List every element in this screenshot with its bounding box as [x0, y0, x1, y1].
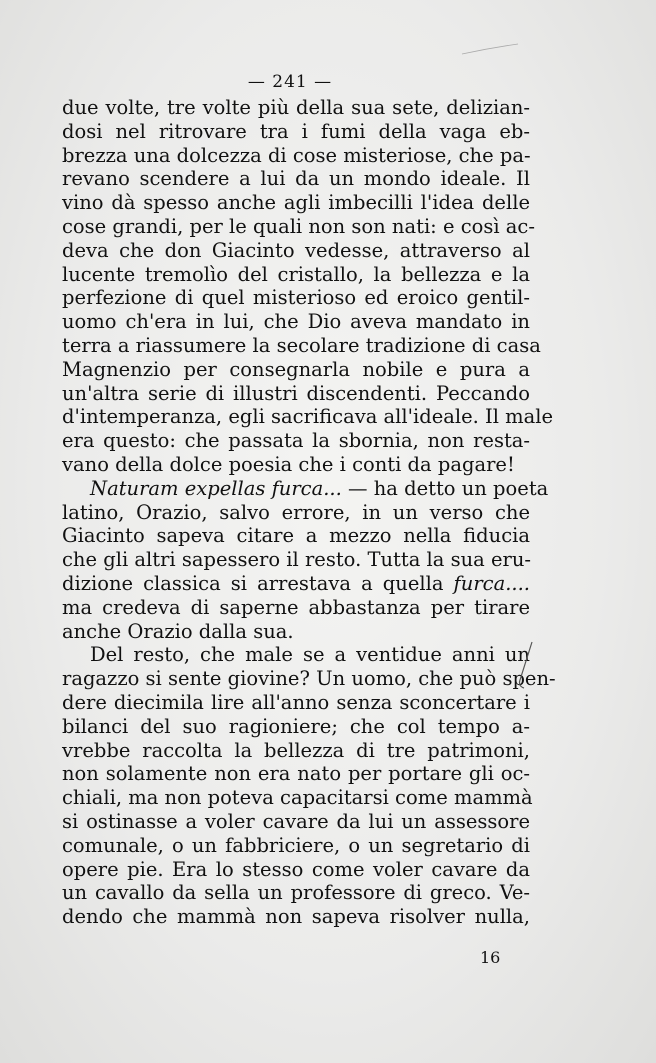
text-line: cose grandi, per le quali non son nati: e così ac- — [62, 214, 535, 238]
text-line: ma credeva di saperne abbastanza per tirare — [62, 595, 530, 619]
text-line: vano della dolce poesia che i conti da pagare! — [62, 452, 515, 476]
text-line: lucente tremolìo del cristallo, la bellezza e la — [62, 262, 530, 286]
text-line: vino dà spesso anche agli imbecilli l'idea delle — [62, 191, 530, 215]
page-number: — 241 — — [247, 72, 333, 92]
body-text — [62, 96, 556, 929]
scratch-mark-icon — [460, 40, 520, 60]
text-line: non solamente non era nato per portare gli oc- — [62, 762, 530, 786]
pencil-mark-icon — [506, 640, 536, 700]
text-line: dosi nel ritrovare tra i fumi della vaga eb- — [62, 119, 530, 143]
text-line: un cavallo da sella un professore di greco. Ve- — [62, 881, 530, 905]
latin-quote: Naturam expellas furca... — [90, 476, 342, 500]
text-line: due volte, tre volte più della sua sete, delizian- — [62, 96, 530, 119]
text-line: bilanci del suo ragioniere; che col tempo a- — [62, 714, 530, 738]
text-line: brezza una dolcezza di cose misteriose, che pa- — [62, 143, 531, 167]
text-line: che gli altri sapessero il resto. Tutta la sua eru- — [62, 548, 531, 572]
text-line: dere diecimila lire all'anno senza sconcertare i — [62, 690, 530, 714]
text-line: deva che don Giacinto vedesse, attraverso al — [62, 238, 530, 262]
text-line: Del resto, che male se a ventidue anni un — [90, 643, 530, 667]
text-line: Magnenzio per consegnarla nobile e pura a — [62, 357, 530, 381]
signature-mark: 16 — [480, 948, 501, 967]
text-line: era questo: che passata la sbornia, non resta- — [62, 429, 530, 453]
text-line: terra a riassumere la secolare tradizione di casa — [62, 333, 541, 357]
text-line: perfezione di quel misterioso ed eroico gentil- — [62, 286, 530, 310]
text-line: d'intemperanza, egli sacrificava all'ideale. Il male — [62, 405, 554, 429]
text-line: uomo ch'era in lui, che Dio aveva mandato in — [62, 310, 530, 334]
text-line: revano scendere a lui da un mondo ideale. Il — [62, 167, 530, 191]
text-line: ragazzo si sente giovine? Un uomo, che può spen- — [62, 667, 556, 691]
text-line: chiali, ma non poteva capacitarsi come mammà — [62, 786, 533, 810]
text-line: si ostinasse a voler cavare da lui un assessore — [62, 809, 530, 833]
latin-word: furca.... — [453, 571, 530, 595]
text-line: opere pie. Era lo stesso come voler cavare da — [62, 857, 530, 881]
text-line: comunale, o un fabbriciere, o un segretario di — [62, 833, 530, 857]
text-line: latino, Orazio, salvo errore, in un verso che — [62, 500, 530, 524]
text-line: Naturam expellas furca... — ha detto un poeta — [90, 476, 549, 500]
text-line: anche Orazio dalla sua. — [62, 619, 294, 643]
text-line: vrebbe raccolta la bellezza di tre patrimoni, — [62, 738, 530, 762]
text-line: un'altra serie di illustri discendenti. Peccando — [62, 381, 530, 405]
text-line: dendo che mammà non sapeva risolver nulla, — [62, 905, 530, 929]
text-line: Giacinto sapeva citare a mezzo nella fiducia — [62, 524, 530, 548]
text-line: dizione classica si arrestava a quella furca.... — [62, 571, 530, 595]
